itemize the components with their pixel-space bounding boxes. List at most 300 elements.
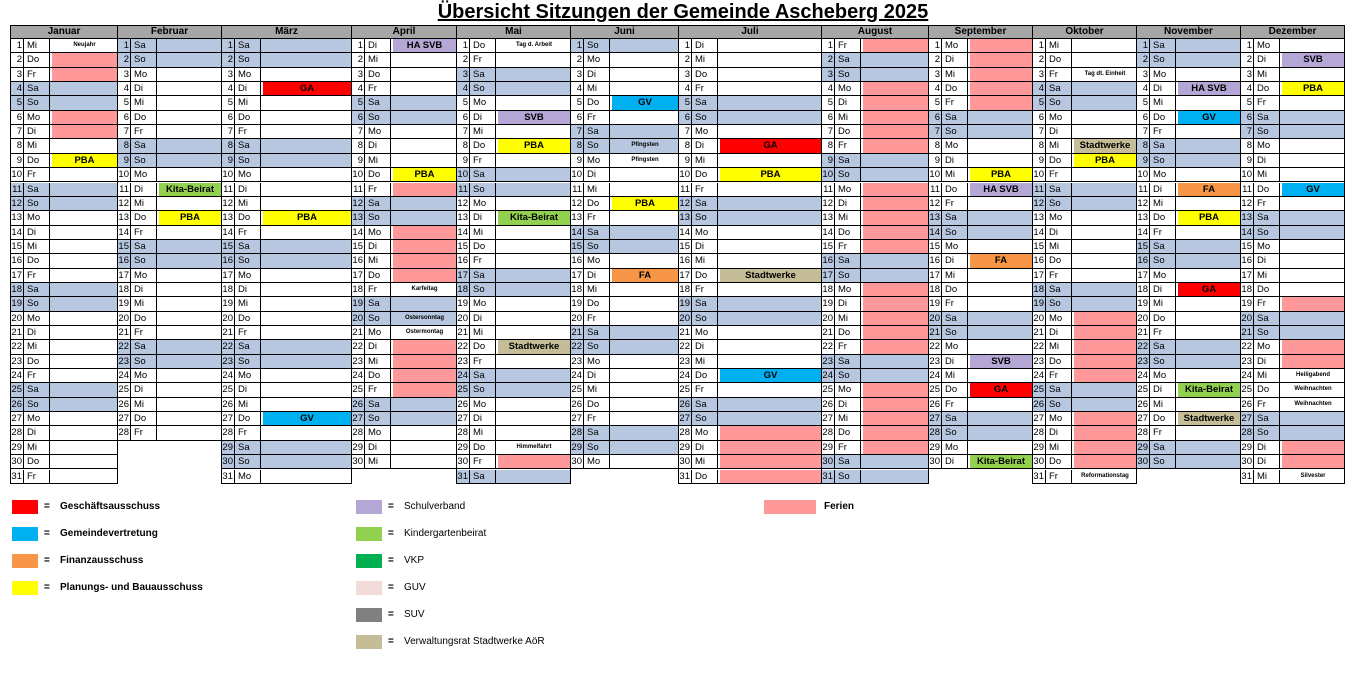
weekday: Mi	[1256, 269, 1280, 282]
calendar-grid	[10, 25, 1356, 484]
weekday: Mi	[1256, 68, 1280, 81]
holiday-cell	[393, 383, 456, 396]
day-row	[571, 168, 678, 182]
month-column-11	[1241, 25, 1345, 484]
day-number: 14	[1137, 226, 1148, 238]
weekday: Fr	[472, 53, 496, 66]
day-number: 5	[1033, 96, 1046, 109]
day-number: 12	[1241, 197, 1252, 209]
meeting-cell: SVB	[970, 355, 1032, 368]
page-title: Übersicht Sitzungen der Gemeinde Ascheberg 2025	[437, 1, 929, 23]
weekday: So	[837, 369, 861, 382]
day-number: 14	[222, 226, 233, 238]
month-column-1	[118, 25, 222, 484]
day-row	[822, 398, 928, 412]
day-number: 8	[222, 139, 235, 152]
day-number: 19	[457, 298, 468, 310]
weekday: Mi	[1048, 39, 1072, 52]
weekday: Di	[1152, 383, 1176, 396]
legend-equals: =	[388, 582, 394, 593]
day-row	[118, 340, 221, 354]
weekday: So	[472, 82, 496, 95]
day-number: 3	[929, 68, 942, 81]
day-row	[118, 154, 221, 168]
day-row	[222, 197, 351, 211]
month-header: September	[929, 25, 1032, 39]
day-row	[1137, 226, 1240, 240]
day-number: 31	[1241, 470, 1252, 482]
day-number: 24	[822, 370, 833, 382]
day-number: 10	[118, 169, 129, 181]
day-number: 11	[1138, 183, 1148, 195]
day-number: 15	[822, 240, 833, 252]
weekday: Mo	[237, 470, 261, 483]
day-row	[222, 139, 351, 153]
day-number: 20	[11, 312, 22, 324]
day-number: 8	[352, 139, 365, 152]
day-row	[1241, 96, 1344, 110]
day-row	[457, 312, 570, 326]
day-number: 19	[352, 298, 363, 310]
day-number: 5	[679, 96, 692, 109]
day-row	[222, 211, 351, 225]
weekday: Mi	[367, 455, 391, 468]
day-row	[118, 355, 221, 369]
day-number: 15	[457, 240, 468, 252]
day-number: 29	[571, 441, 582, 453]
day-row	[679, 326, 821, 340]
weekday: Mo	[586, 355, 610, 368]
day-number: 6	[222, 111, 235, 124]
weekday: Sa	[1152, 139, 1176, 152]
day-row	[118, 297, 221, 311]
day-number: 17	[118, 269, 129, 281]
day-row	[929, 168, 1032, 182]
weekday: Do	[367, 369, 391, 382]
weekday: Di	[367, 39, 391, 52]
legend-equals: =	[388, 501, 394, 512]
weekday: Sa	[694, 197, 718, 210]
day-number: 6	[118, 111, 131, 124]
day-row	[679, 412, 821, 426]
weekday: Mi	[237, 297, 261, 310]
day-number: 5	[571, 96, 584, 109]
weekday: Do	[26, 254, 50, 267]
day-row	[679, 369, 821, 383]
day-row	[352, 312, 456, 326]
weekday: Fr	[133, 125, 157, 138]
holiday-label: Karfeitag	[411, 285, 438, 292]
holiday-cell	[863, 312, 928, 325]
holiday-cell	[1074, 312, 1136, 325]
legend-swatch	[356, 500, 382, 514]
day-row	[1033, 183, 1136, 197]
weekday: Mi	[1256, 470, 1280, 483]
day-number: 5	[457, 96, 470, 109]
day-number: 24	[929, 370, 940, 382]
weekday: Di	[944, 154, 968, 167]
day-number: 27	[118, 413, 129, 425]
day-row	[679, 283, 821, 297]
weekday: Sa	[837, 154, 861, 167]
day-row	[1033, 326, 1136, 340]
holiday-cell	[720, 426, 821, 439]
day-number: 2	[822, 53, 835, 66]
weekday: Mi	[472, 125, 496, 138]
weekday: Fr	[472, 254, 496, 267]
day-row	[1137, 269, 1240, 283]
day-number: 20	[929, 312, 940, 324]
day-number: 15	[929, 240, 940, 252]
day-row	[1033, 226, 1136, 240]
weekday: Mo	[944, 441, 968, 454]
weekday: Mi	[367, 154, 391, 167]
day-row	[929, 53, 1032, 67]
day-number: 16	[822, 255, 833, 267]
weekday: Mi	[472, 426, 496, 439]
day-number: 15	[679, 240, 690, 252]
month-column-7	[822, 25, 929, 484]
month-header: Juli	[679, 25, 821, 39]
day-number: 20	[118, 312, 129, 324]
weekday: Sa	[586, 426, 610, 439]
weekday: Mo	[944, 39, 968, 52]
weekday: Mi	[586, 82, 610, 95]
day-number: 13	[571, 212, 582, 224]
weekday: Mo	[694, 226, 718, 239]
day-number: 29	[822, 441, 833, 453]
weekday: So	[1152, 455, 1176, 468]
weekday: Mi	[367, 53, 391, 66]
day-number: 22	[822, 341, 833, 353]
day-number: 31	[679, 470, 690, 482]
day-row	[1241, 226, 1344, 240]
day-number: 17	[1241, 269, 1252, 281]
meeting-cell: Stadtwerke	[1074, 139, 1136, 152]
holiday-cell	[1074, 369, 1136, 382]
day-number: 6	[571, 111, 584, 124]
day-row	[222, 326, 351, 340]
day-row	[571, 211, 678, 225]
holiday-cell	[863, 211, 928, 224]
day-row	[1241, 68, 1344, 82]
legend-item	[12, 527, 342, 541]
day-row	[118, 383, 221, 397]
weekday: Do	[1256, 283, 1280, 296]
day-number: 18	[571, 283, 582, 295]
weekday: Di	[367, 240, 391, 253]
weekday: Do	[472, 340, 496, 353]
weekday: So	[1152, 53, 1176, 66]
holiday-cell	[720, 455, 821, 468]
day-row	[11, 39, 117, 53]
day-row	[571, 297, 678, 311]
weekday: Mo	[1152, 68, 1176, 81]
day-number: 21	[1241, 327, 1252, 338]
day-number: 26	[1137, 398, 1148, 410]
day-row	[679, 139, 821, 153]
day-number: 9	[11, 154, 24, 167]
day-row	[222, 455, 351, 469]
day-row	[1137, 139, 1240, 153]
day-row	[222, 68, 351, 82]
day-row	[352, 139, 456, 153]
day-row	[571, 53, 678, 67]
weekday: So	[1152, 154, 1176, 167]
day-row	[457, 111, 570, 125]
day-row	[822, 470, 928, 484]
weekday: Di	[1152, 183, 1176, 196]
day-row	[822, 383, 928, 397]
day-number: 9	[1033, 154, 1046, 167]
weekday: So	[586, 240, 610, 253]
month-header: Januar	[11, 25, 117, 39]
weekday: Mi	[1048, 240, 1072, 253]
day-row	[929, 312, 1032, 326]
weekday: So	[694, 412, 718, 425]
day-number: 25	[1033, 384, 1044, 396]
meeting-cell: FA	[970, 254, 1032, 267]
day-row	[929, 226, 1032, 240]
weekday: Fr	[694, 383, 718, 396]
day-number: 26	[352, 398, 363, 410]
weekday: Do	[944, 183, 968, 196]
day-row	[1033, 297, 1136, 311]
day-number: 25	[822, 384, 833, 396]
legend	[0, 490, 1366, 670]
day-number: 17	[679, 269, 690, 281]
weekday: Mo	[1048, 312, 1072, 325]
weekday: So	[367, 312, 391, 325]
day-row	[222, 470, 351, 484]
day-number: 22	[1137, 341, 1148, 353]
day-number: 30	[11, 456, 22, 468]
day-number: 11	[1034, 183, 1044, 195]
weekday: Do	[1152, 111, 1176, 124]
meeting-cell: Stadtwerke	[1178, 412, 1240, 425]
day-row	[457, 383, 570, 397]
weekday: Sa	[586, 226, 610, 239]
day-number: 24	[222, 370, 233, 382]
holiday-cell	[863, 139, 928, 152]
weekday: So	[1048, 197, 1072, 210]
weekday: Fr	[1152, 125, 1176, 138]
weekday: Sa	[133, 340, 157, 353]
day-number: 15	[1033, 240, 1044, 252]
weekday: Do	[944, 383, 968, 396]
holiday-cell	[393, 254, 456, 267]
weekday: Di	[586, 68, 610, 81]
day-row	[352, 111, 456, 125]
day-number: 5	[222, 96, 235, 109]
day-number: 28	[571, 427, 582, 439]
legend-label: Geschäftsausschuss	[60, 501, 161, 512]
weekday: Sa	[237, 441, 261, 454]
weekday: So	[367, 412, 391, 425]
day-row	[11, 168, 117, 182]
day-row	[457, 139, 570, 153]
day-number: 28	[11, 427, 22, 439]
day-row	[679, 441, 821, 455]
day-number: 23	[457, 355, 468, 367]
meeting-cell: FA	[612, 269, 678, 282]
day-number: 31	[1033, 470, 1044, 482]
day-row	[679, 398, 821, 412]
meeting-cell: Kita-Beirat	[970, 455, 1032, 468]
weekday: Mi	[26, 39, 50, 52]
day-row	[1137, 154, 1240, 168]
weekday: Do	[133, 312, 157, 325]
day-row	[457, 269, 570, 283]
weekday: So	[837, 68, 861, 81]
day-number: 24	[1137, 370, 1148, 382]
weekday: Mi	[237, 96, 261, 109]
weekday: Fr	[694, 183, 718, 196]
day-row	[118, 125, 221, 139]
day-number: 15	[1241, 240, 1252, 252]
day-row	[1241, 297, 1344, 311]
holiday-cell	[863, 226, 928, 239]
day-number: 19	[118, 298, 129, 310]
day-row	[1241, 139, 1344, 153]
day-row	[222, 96, 351, 110]
day-row	[457, 168, 570, 182]
day-row	[1137, 369, 1240, 383]
day-number: 6	[1137, 111, 1150, 124]
day-number: 18	[352, 283, 363, 295]
weekday: Mi	[472, 326, 496, 339]
day-number: 30	[1033, 456, 1044, 468]
day-row	[1137, 426, 1240, 440]
day-number: 4	[11, 82, 24, 95]
holiday-cell	[393, 369, 456, 382]
weekday: So	[133, 355, 157, 368]
day-number: 20	[822, 312, 833, 324]
weekday: Mi	[1152, 96, 1176, 109]
holiday-cell	[720, 441, 821, 454]
legend-label: VKP	[404, 555, 425, 566]
day-row	[352, 441, 456, 455]
day-number: 3	[457, 68, 470, 81]
legend-equals: =	[44, 528, 50, 539]
weekday: Sa	[586, 326, 610, 339]
day-row	[822, 226, 928, 240]
day-number: 23	[222, 355, 233, 367]
day-row	[1033, 470, 1136, 484]
weekday: Fr	[1048, 269, 1072, 282]
day-number: 4	[679, 82, 692, 95]
day-number: 12	[571, 197, 582, 209]
day-number: 2	[571, 53, 584, 66]
day-number: 14	[118, 226, 129, 238]
weekday: Mo	[133, 369, 157, 382]
day-row	[118, 111, 221, 125]
weekday: Mi	[1152, 398, 1176, 411]
weekday: So	[367, 211, 391, 224]
day-row	[571, 340, 678, 354]
day-row	[11, 398, 117, 412]
holiday-cell	[863, 183, 928, 196]
weekday: So	[237, 455, 261, 468]
day-row	[929, 111, 1032, 125]
holiday-cell	[1074, 455, 1136, 468]
weekday: Do	[1048, 355, 1072, 368]
day-row	[352, 426, 456, 440]
weekday: Di	[944, 254, 968, 267]
day-number: 28	[352, 427, 363, 439]
day-number: 30	[929, 456, 940, 468]
day-number: 11	[680, 183, 690, 195]
day-number: 13	[679, 212, 690, 224]
day-row	[118, 426, 221, 440]
day-number: 10	[822, 169, 833, 181]
month-column-3	[352, 25, 457, 484]
holiday-cell	[863, 82, 928, 95]
day-number: 23	[1241, 355, 1252, 367]
legend-swatch	[12, 500, 38, 514]
weekday: Di	[694, 441, 718, 454]
day-row	[352, 211, 456, 225]
day-row	[1137, 398, 1240, 412]
holiday-cell	[863, 111, 928, 124]
day-number: 3	[1033, 68, 1046, 81]
day-row	[118, 240, 221, 254]
day-number: 25	[929, 384, 940, 396]
day-number: 4	[222, 82, 235, 95]
weekday: Sa	[944, 312, 968, 325]
day-number: 4	[457, 82, 470, 95]
day-row	[118, 39, 221, 53]
weekday: Sa	[367, 398, 391, 411]
day-row	[929, 369, 1032, 383]
day-number: 11	[458, 183, 468, 195]
holiday-label: Silvester	[1300, 472, 1326, 479]
weekday: Di	[1256, 455, 1280, 468]
day-number: 9	[1241, 154, 1254, 167]
weekday: Do	[1256, 82, 1280, 95]
weekday: So	[472, 283, 496, 296]
day-number: 13	[222, 212, 233, 224]
day-number: 18	[1241, 283, 1252, 295]
day-number: 10	[1241, 169, 1252, 181]
day-row	[352, 39, 456, 53]
day-number: 2	[1033, 53, 1046, 66]
weekday: Sa	[1152, 39, 1176, 52]
weekday: Fr	[1152, 426, 1176, 439]
day-number: 2	[222, 53, 235, 66]
day-row	[118, 211, 221, 225]
day-number: 23	[352, 355, 363, 367]
weekday: Mo	[944, 340, 968, 353]
weekday: So	[237, 254, 261, 267]
day-number: 11	[572, 183, 582, 195]
weekday: Sa	[1256, 211, 1280, 224]
day-number: 26	[1033, 398, 1044, 410]
day-row	[352, 68, 456, 82]
weekday: Di	[1256, 254, 1280, 267]
weekday: So	[1048, 297, 1072, 310]
weekday: So	[472, 183, 496, 196]
day-row	[1033, 269, 1136, 283]
weekday: Do	[694, 68, 718, 81]
day-number: 2	[929, 53, 942, 66]
weekday: So	[133, 53, 157, 66]
day-number: 3	[118, 68, 131, 81]
day-row	[1033, 154, 1136, 168]
day-row	[1137, 68, 1240, 82]
day-row	[352, 269, 456, 283]
day-row	[222, 168, 351, 182]
